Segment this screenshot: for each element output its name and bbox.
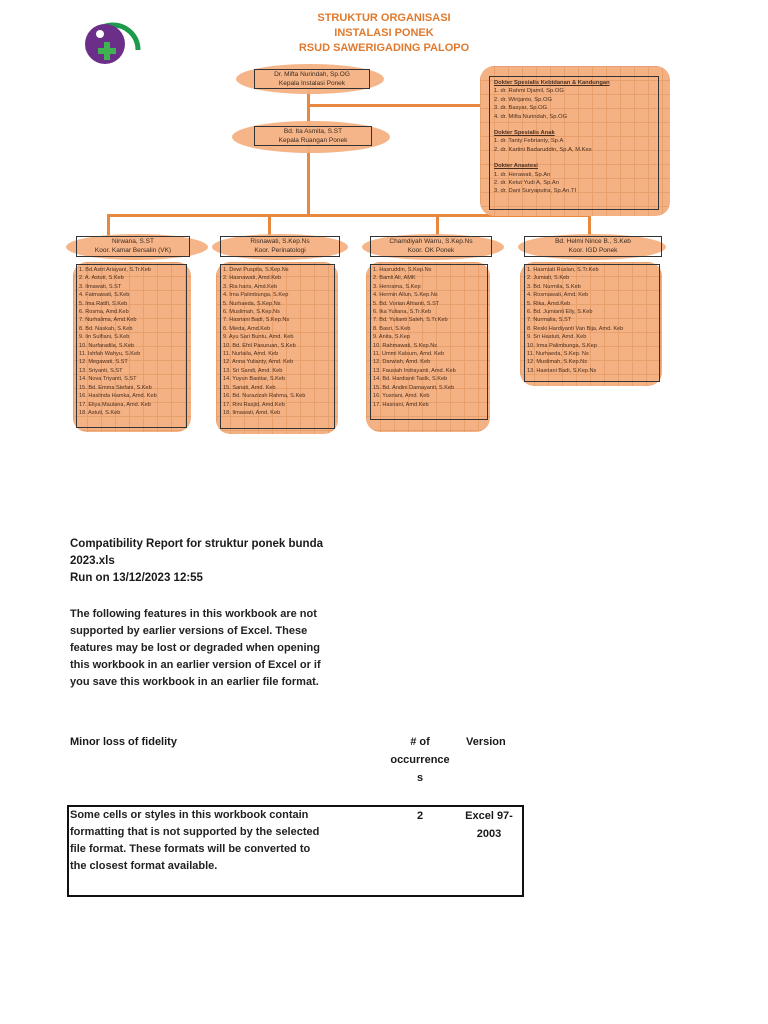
issue-line: the closest format available. <box>70 860 218 872</box>
occurrences-header-line: occurrence <box>390 754 450 766</box>
staff-item: 3. Ria haris, Amd.Keb <box>223 283 278 290</box>
report-run-on: Run on 13/12/2023 12:55 <box>70 572 203 584</box>
specialist-item: 3. dr. Basyar, Sp.OG <box>494 105 548 112</box>
coordinator-role: Koor. Perinatologi <box>254 247 306 254</box>
staff-item: 7. Nurhalima, Amd.Keb <box>79 317 137 324</box>
staff-item: 3. Henrama, S.Kep <box>373 283 421 290</box>
version-header: Version <box>466 736 506 748</box>
report-intro-line: this workbook in an earlier version of Excel or if <box>70 659 321 671</box>
staff-item: 3. Ilmawati, S.ST <box>79 283 122 290</box>
staff-list <box>76 264 187 428</box>
report-intro-line: supported by earlier versions of Excel. These <box>70 625 308 637</box>
staff-item: 5. Rika, Amd.Keb <box>527 300 571 307</box>
section-heading: Minor loss of fidelity <box>70 736 177 748</box>
coordinator-box <box>524 236 662 257</box>
staff-item: 16. Haslinda Hamka, Amd. Keb <box>79 393 157 400</box>
coordinator-name: Chamdiyah Warru, S.Kep.Ns <box>389 238 473 245</box>
staff-item: 8. Reski Hardiyanti Van Bija, Amd. Keb <box>527 325 624 332</box>
staff-item: 12. Darwiah, Amd. Keb <box>373 359 431 366</box>
room-head-box <box>254 126 372 146</box>
staff-list <box>524 264 660 382</box>
staff-item: 1. Dewi Puspita, S.Kep.Ns <box>223 267 289 273</box>
report-intro-line: features may be lost or degraded when opening <box>70 642 320 654</box>
staff-item: 1. Hasruddin, S.Kep.Ns <box>373 267 432 273</box>
head-role: Kepala Instalasi Ponek <box>278 80 346 87</box>
issue-line: Some cells or styles in this workbook contain <box>70 809 309 821</box>
occurrences-header-line: s <box>416 772 424 784</box>
peds-title: Dokter Spesialis Anak <box>494 130 555 137</box>
specialist-item: 1. dr. Rahmi Djamil, Sp.OG <box>494 88 564 95</box>
staff-item: 11. Nurhaeda, S.Kep. Ns <box>527 351 589 358</box>
occurrences-header <box>370 733 470 787</box>
coordinator-role: Koor. OK Ponek <box>407 247 455 254</box>
staff-item: 14. Nova Triyanti, S.ST <box>79 376 137 383</box>
staff-item: 11. Ummi Kalsum, Amd. Keb <box>373 351 445 358</box>
staff-item: 8. Bd. Naskah, S.Keb <box>79 325 133 332</box>
staff-item: 2. Hasnawati, Amd.Keb <box>223 275 282 282</box>
staff-item: 5. Bd. Vorian Afrianti, S.ST <box>373 300 440 307</box>
staff-item: 15. Bd. Emma Stefani, S.Keb <box>79 384 152 391</box>
issue-line: file format. These formats will be converted to <box>70 843 311 855</box>
staff-item: 11. Nurlaila, Amd. Keb <box>223 351 279 358</box>
version-value <box>458 807 520 843</box>
staff-item: 7. Nurmalia, S.ST <box>527 317 572 324</box>
staff-item: 15. Bd. Andini Damayanti, S.Keb <box>373 384 455 391</box>
staff-item: 16. Bd. Nurazizah Rahma, S.Keb <box>223 393 306 400</box>
staff-item: 2. Jumiati, S.Keb <box>527 275 570 282</box>
connector-line <box>268 214 271 236</box>
coordinator-name: Bd. Helmi Nince B., S.Keb <box>555 238 631 245</box>
staff-item: 6. Bd. Jumianti Elly, S.Keb <box>527 309 593 316</box>
specialist-item: 3. dr. Dani Suryaputra, Sp.An.TI <box>494 188 577 195</box>
coordinator-name: Nirwana, S.ST <box>112 238 154 245</box>
anest-title: Dokter Anastesi <box>494 163 538 170</box>
staff-item: 13. Sri Sandi, Amd. Keb <box>223 367 283 374</box>
staff-item: 6. Rosma, Amd.Keb <box>79 309 129 316</box>
staff-item: 9. Iin Sulfiani, S.Keb <box>79 334 130 341</box>
issue-line: formatting that is not supported by the selected <box>70 826 320 838</box>
staff-item: 3. Bd. Nurmila, S.Keb <box>527 283 581 290</box>
specialists-box <box>489 76 659 210</box>
chart-title-3: RSUD SAWERIGADING PALOPO <box>298 42 470 54</box>
staff-item: 10. Irma Palimbunga, S.Kep <box>527 342 597 349</box>
connector-line <box>107 214 110 236</box>
connector-line <box>310 104 488 107</box>
staff-item: 11. Ishfah Wahyu, S.Keb <box>79 351 141 358</box>
staff-item: 15. Sariati, Amd. Keb <box>223 384 276 391</box>
coordinator-role: Koor. Kamar Bersalin (VK) <box>94 247 172 254</box>
specialist-item: 4. dr. Mifta Nurindah, Sp.OG <box>494 113 568 120</box>
staff-item: 12. Megawati, S.ST <box>79 359 128 366</box>
coordinator-name: Risnawati, S.Kep.Ns <box>250 238 310 245</box>
head-box <box>254 69 370 89</box>
report-title: Compatibility Report for struktur ponek bunda <box>70 538 324 550</box>
occurrence-count: 2 <box>416 810 424 822</box>
report-intro-line: The following features in this workbook are not <box>70 608 317 620</box>
staff-item: 10. Bd. Efril Pasuruan, S.Keb <box>223 342 296 349</box>
staff-item: 8. Basri, S.Keb <box>373 325 411 332</box>
chart-title-1: STRUKTUR ORGANISASI <box>317 12 451 24</box>
staff-item: 17. Eliya Maulana, Amd. Keb <box>79 401 151 408</box>
room-head-role: Kepala Ruangan Ponek <box>278 137 348 144</box>
staff-item: 18. Astuti, S.Keb <box>79 409 121 416</box>
staff-item: 1. Hasmiati Ruslan, S.Tr.Keb <box>527 267 599 273</box>
staff-item: 17. Hasriani, Amd.Keb <box>373 401 429 408</box>
staff-item: 13. Sriyanti, S.ST <box>79 367 123 374</box>
staff-item: 14. Yuyun Baotiar, S.Keb <box>223 376 286 383</box>
connector-line <box>436 214 439 236</box>
staff-item: 14. Bd. Hardianti Taslk, S.Keb <box>373 376 448 383</box>
staff-item: 13. Fausiah Indrayanti, Amd. Keb <box>373 367 456 374</box>
coordinator-box <box>220 236 340 257</box>
coordinator-box <box>370 236 492 257</box>
staff-item: 8. Mieda, Amd.Keb <box>223 325 271 332</box>
specialist-item: 2. dr. Kartini Badaruddin, Sp.A, M.Kes <box>494 146 592 153</box>
specialist-item: 1. dr. Herawati, Sp.An <box>494 171 551 178</box>
staff-item: 2. A. Astuti, S.Keb <box>79 275 124 282</box>
staff-item: 5. Nurhaeda, S.Kep.Ns <box>223 300 281 307</box>
staff-item: 12. Muslimah, S.Kep.Ns <box>527 359 588 366</box>
staff-item: 4. Irna Palimbunga, S.Kep <box>223 292 289 299</box>
staff-item: 12. Anna Yulianty, Amd. Keb <box>223 359 294 366</box>
issue-text <box>70 807 350 875</box>
staff-item: 1. Bd.Astri Ariayani, S.Tr.Keb <box>79 267 151 273</box>
staff-item: 10. Nurfaradila, S.Keb <box>79 342 135 349</box>
coordinator-box <box>76 236 190 257</box>
coordinator-role: Koor. IGD Ponek <box>568 247 618 254</box>
version-line: Excel 97- <box>465 810 513 822</box>
staff-item: 17. Rini Rasjid, Amd.Keb <box>223 401 285 408</box>
staff-item: 7. Hasriani Badi, S.Kep.Ns <box>223 317 290 324</box>
staff-item: 4. Rosmawati, Amd. Keb <box>527 292 589 299</box>
staff-item: 6. Ika Yuliana, S.Tr.Keb <box>373 309 432 316</box>
staff-item: 9. Ayu Sari Buntu, Amd. Keb <box>223 334 294 341</box>
report-title-2: 2023.xls <box>70 555 115 567</box>
specialist-item: 1. dr. Tanty Febrianty, Sp.A <box>494 138 564 145</box>
staff-item: 6. Muslimah, S.Kep.Ns <box>223 309 280 316</box>
occurrences-header-line: # of <box>410 736 430 748</box>
staff-item: 2. Bamli Ali, AMK <box>373 275 416 282</box>
staff-list <box>370 264 488 420</box>
staff-item: 4. Hermin Allun, S.Kep.Ns <box>373 292 438 299</box>
obgyn-title: Dokter Spesialis Kebidanan & Kandungan <box>494 80 610 86</box>
staff-item: 18. Ilmawati, Amd. Keb <box>223 409 281 416</box>
staff-item: 4. Fatmawati, S.Keb <box>79 292 130 299</box>
staff-item: 5. Ima Ratifi, S.Keb <box>79 300 128 307</box>
staff-item: 9. Anita, S.Kep <box>373 334 411 341</box>
staff-item: 16. Yusriani, Amd. Keb <box>373 393 430 400</box>
staff-list <box>220 264 335 429</box>
report-intro-line: you save this workbook in an earlier file format. <box>70 676 319 688</box>
room-head-name: Bd. Ita Asmita, S.ST <box>283 128 343 135</box>
staff-item: 9. Sri Hastuti, Amd. Keb <box>527 334 587 341</box>
specialist-item: 2. dr. Wirijanto, Sp.OG <box>494 96 552 103</box>
specialist-item: 2. dr. Ketut Yudi A, Sp.An <box>494 180 559 187</box>
staff-item: 7. Bd. Yulianti Saleh, S.Tr.Keb <box>373 317 448 324</box>
chart-title-2: INSTALASI PONEK <box>334 27 434 39</box>
head-name: Dr. Mifta Nurindah, Sp.OG <box>274 71 350 78</box>
staff-item: 10. Rahmawati, S.Kep.Ns <box>373 342 438 349</box>
staff-item: 13. Hasriani Badi, S.Kep.Ns <box>527 367 597 374</box>
version-line: 2003 <box>476 828 502 840</box>
